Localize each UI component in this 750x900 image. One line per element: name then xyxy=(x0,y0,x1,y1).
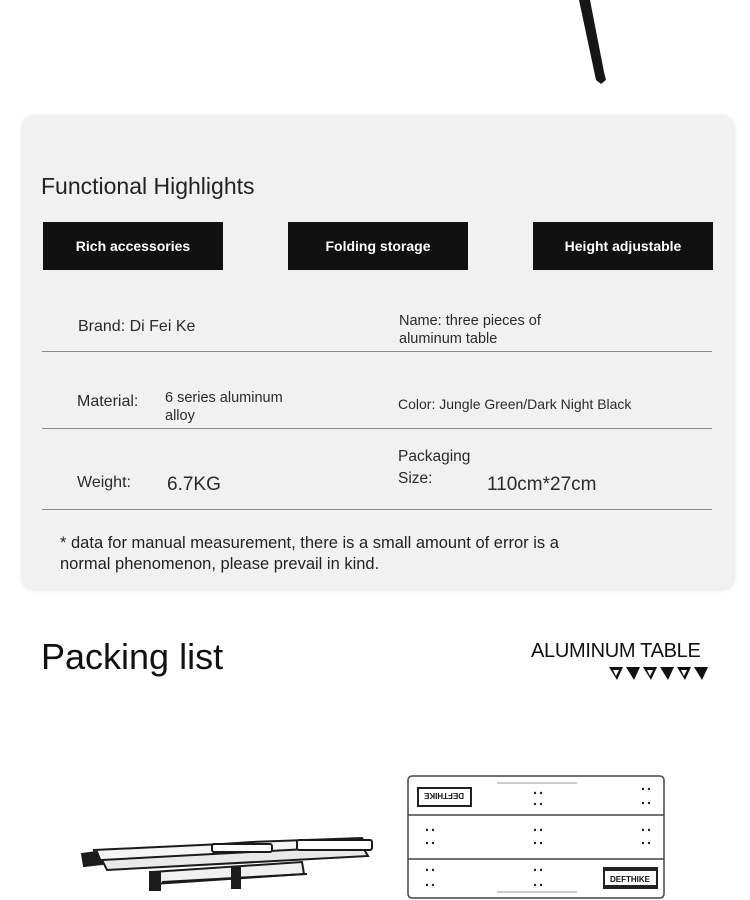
spec-brand: Brand: Di Fei Ke xyxy=(78,318,196,335)
tag-rich-accessories: Rich accessories xyxy=(43,222,223,270)
spec-material-label: Material: xyxy=(77,393,139,410)
spec-weight-label: Weight: xyxy=(77,474,131,491)
spec-size-label: Size: xyxy=(398,470,433,487)
divider xyxy=(42,428,712,429)
folded-table-image xyxy=(72,830,377,895)
packing-list-title: Packing list xyxy=(41,636,224,677)
measurement-note: * data for manual measurement, there is a small amount of error is a normal phenomenon, please prevail in kind. xyxy=(60,534,559,573)
spec-weight-value: 6.7KG xyxy=(167,474,221,495)
aluminum-table-title: ALUMINUM TABLE xyxy=(531,640,701,662)
spec-name: Name: three pieces of aluminum table xyxy=(399,313,541,347)
table-panels-image xyxy=(407,775,665,899)
divider xyxy=(42,351,712,352)
divider xyxy=(42,509,712,510)
spec-packaging-value: 110cm*27cm xyxy=(487,474,597,495)
spec-material-value: 6 series aluminum alloy xyxy=(165,390,283,424)
panel-logo: DEFTHIKE xyxy=(610,875,650,884)
section-title: Functional Highlights xyxy=(41,173,255,199)
brand-logo-image xyxy=(607,666,711,681)
table-leg-image xyxy=(570,0,620,90)
spec-color: Color: Jungle Green/Dark Night Black xyxy=(398,396,632,412)
panel-logo-rotated: DEFTHIKE xyxy=(424,791,464,800)
tag-height-adjustable: Height adjustable xyxy=(533,222,713,270)
spec-packaging-label: Packaging xyxy=(398,448,471,465)
tag-folding-storage: Folding storage xyxy=(288,222,468,270)
